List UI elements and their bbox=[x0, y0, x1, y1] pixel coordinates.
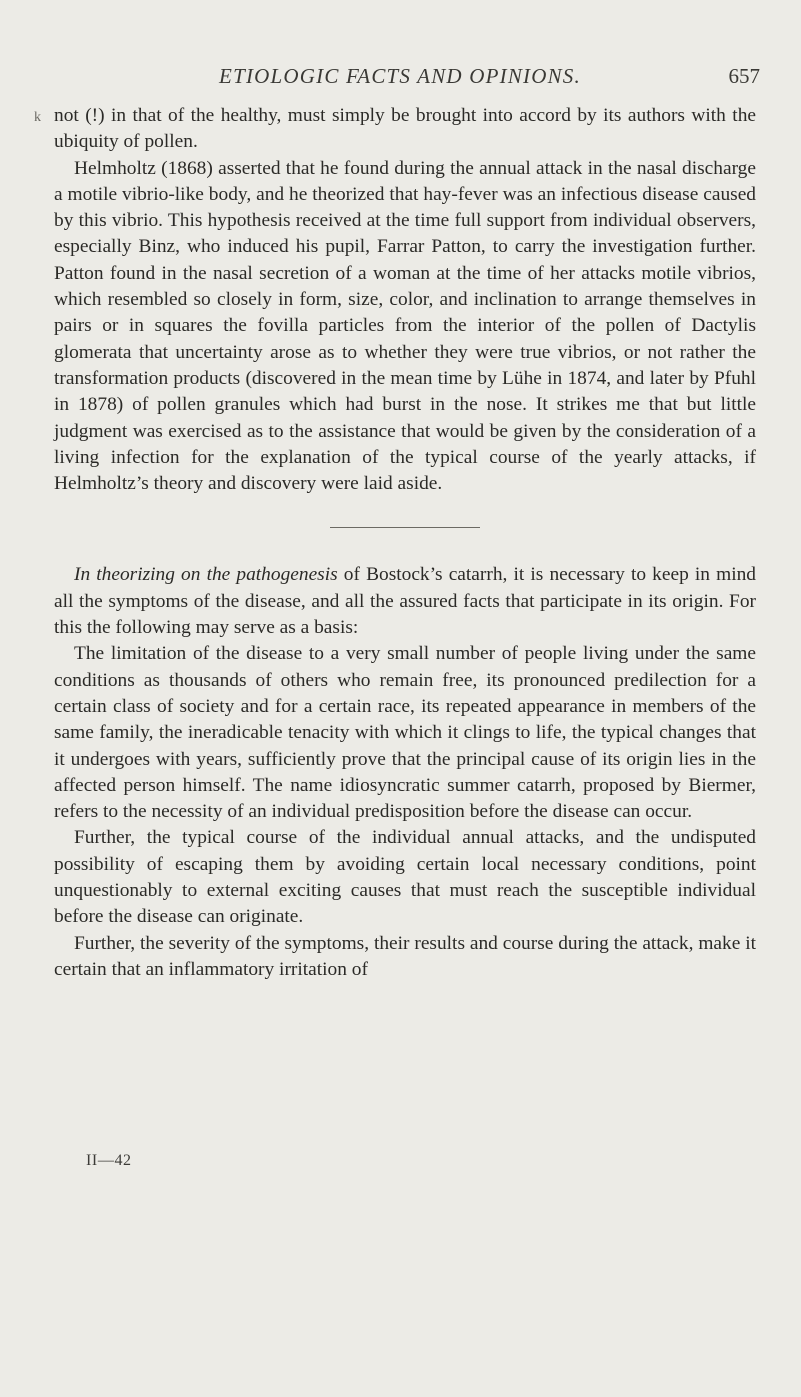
body-text bbox=[54, 103, 756, 983]
paragraph-pathogenesis-rest: of Bostock’s catarrh, it is necessary to keep in mind all the symptoms of the disease, and all the assured facts that participate in its origin. For this the following may serve as a basis: bbox=[54, 564, 756, 639]
paragraph-limitation: The limitation of the disease to a very small number of people living under the same conditions as thousands of others who remain free, its pronounced predilection for a certain class of society and for a certain race, its repeated appearance in members of the same family, the ineradicable tenacity with which it clings to life, the typical changes that it undergoes with years, sufficiently prove that the principal cause of its origin lies in the affected person himself. The name idiosyncratic summer catarrh, proposed by Biermer, refers to the necessity of an individual predisposition before the disease can occur. bbox=[54, 643, 756, 823]
paragraph-continuation: not (!) in that of the healthy, must simply be brought into accord by its authors with the ubiquity of pollen. bbox=[54, 105, 756, 153]
running-head bbox=[40, 64, 760, 94]
italic-phrase: In theorizing on the pathogenesis bbox=[74, 564, 338, 586]
paragraph-pathogenesis bbox=[54, 562, 756, 641]
page-number: 657 bbox=[728, 64, 760, 88]
paragraph-severity: Further, the severity of the symptoms, their results and course during the attack, make it certain that an inflammatory irritation of bbox=[54, 932, 756, 980]
running-title: ETIOLOGIC FACTS AND OPINIONS. bbox=[219, 64, 581, 88]
signature-mark: II—42 bbox=[86, 1152, 132, 1169]
paragraph-course: Further, the typical course of the individual annual attacks, and the undisputed possibility of escaping them by avoiding certain local necessary conditions, point unquestionably to external exciting causes that must reach the susceptible individual before the disease can originate. bbox=[54, 827, 756, 928]
margin-mark: k bbox=[34, 110, 41, 125]
paragraph-helmholtz: Helmholtz (1868) asserted that he found during the annual attack in the nasal discharge a motile vibrio-like body, and he theorized that hay-fever was an infectious disease caused by this vibrio. This hypothesis received at the time full support from individual observers, especially Binz, who induced his pupil, Farrar Patton, to carry the investigation further. Patton found in the nasal secretion of a woman at the time of her attacks motile vibrios, which resembled so closely in form, size, color, and inclination to arrange themselves in pairs or in squares the fovilla particles from the interior of the pollen of Dactylis glomerata that uncertainty arose as to whether they were true vibrios, or not rather the transformation products (discovered in the mean time by Lühe in 1874, and later by Pfuhl in 1878) of pollen granules which had burst in the nose. It strikes me that but little judgment was exercised as to the assistance that would be given by the consideration of a living infection for the explanation of the typical course of the yearly attacks, if Helmholtz’s theory and discovery were laid aside. bbox=[54, 157, 756, 495]
section-divider bbox=[330, 527, 480, 528]
